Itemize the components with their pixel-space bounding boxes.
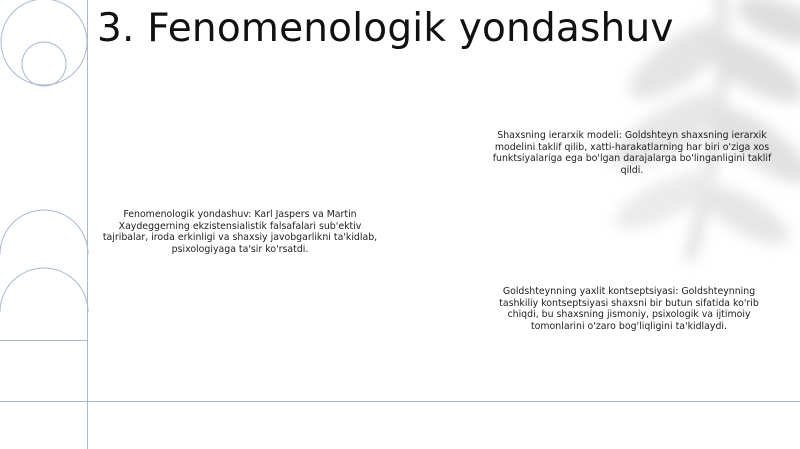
- holistic-concept-text: Goldshteynning yaxlit kontseptsiyasi: Goldshteynning tashkiliy kontseptsiyasi shaxsni bir butun sifatida ko'rib chiqdi, bu shaxsning jismoniy, psixologik va ijtimoiy tomonlarini o'zaro bog'liqligini ta'kidlaydi.: [499, 286, 759, 332]
- slide-title: 3. Fenomenologik yondashuv: [97, 6, 674, 51]
- phenomenological-approach-text: Fenomenologik yondashuv: Karl Jaspers va Martin Xaydeggerning ekzistensialistik falsafalari sub'ektiv tajribalar, iroda erkinligi va shaxsiy javobgarlikni ta'kidlab, psixologiyaga ta'sir ko'rsatdi.: [102, 209, 378, 255]
- hierarchical-model-text: Shaxsning ierarxik modeli: Goldshteyn shaxsning ierarxik modelini taklif qilib, xatti-harakatlarning har biri o'ziga xos funktsiyalariga ega bo'lgan darajalarga bo'linganligini taklif qildi.: [492, 130, 772, 176]
